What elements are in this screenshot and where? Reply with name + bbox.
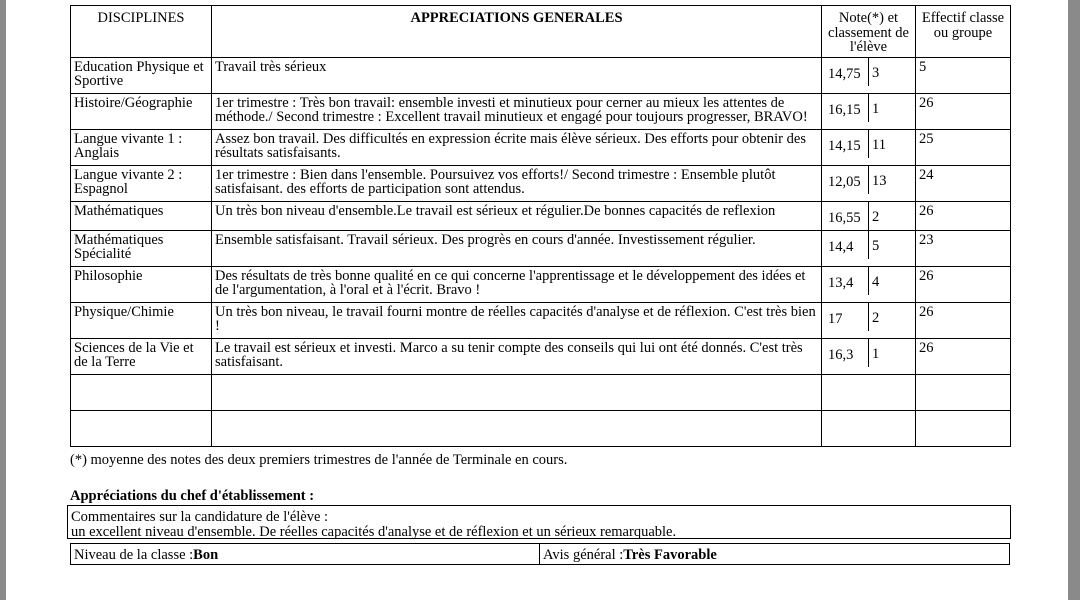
appreciation-cell: Assez bon travail. Des difficultés en expression écrite mais élève sérieux. Des efforts pour obtenir des résultats satisfaisants. bbox=[212, 129, 822, 165]
note-value: 12,05 bbox=[828, 173, 861, 190]
appreciation-cell: Travail très sérieux bbox=[212, 57, 822, 93]
discipline-cell: Mathématiques bbox=[71, 201, 212, 230]
effectif-cell: 26 bbox=[916, 338, 1011, 374]
note-value: 14,4 bbox=[828, 238, 854, 255]
niveau-cell bbox=[71, 544, 540, 564]
header-effectif: Effectif classe ou groupe bbox=[916, 6, 1011, 58]
table-row bbox=[71, 201, 1011, 230]
empty-cell bbox=[822, 410, 916, 446]
empty-cell bbox=[822, 374, 916, 410]
note-cell bbox=[822, 266, 916, 302]
appreciation-cell: Ensemble satisfaisant. Travail sérieux. Des progrès en cours d'année. Investissement régulier. bbox=[212, 230, 822, 266]
comment-text: un excellent niveau d'ensemble. De réelles capacités d'analyse et de réflexion et un sérieux remarquable. bbox=[71, 524, 677, 540]
rank-value: 3 bbox=[868, 58, 879, 86]
rank-value: 2 bbox=[868, 202, 879, 230]
note-cell bbox=[822, 57, 916, 93]
empty-cell bbox=[212, 374, 822, 410]
table-row bbox=[71, 338, 1011, 374]
document-page bbox=[6, 0, 1068, 600]
rank-value: 13 bbox=[868, 166, 887, 194]
appreciation-cell: Un très bon niveau d'ensemble.Le travail est sérieux et régulier.De bonnes capacités de reflexion bbox=[212, 201, 822, 230]
discipline-cell: Physique/Chimie bbox=[71, 302, 212, 338]
empty-cell bbox=[916, 374, 1011, 410]
table-row bbox=[71, 93, 1011, 129]
grades-body bbox=[71, 57, 1011, 446]
note-cell bbox=[822, 165, 916, 201]
note-cell bbox=[822, 338, 916, 374]
discipline-cell: Langue vivante 1 : Anglais bbox=[71, 129, 212, 165]
chef-title: Appréciations du chef d'établissement : bbox=[70, 488, 315, 504]
rank-value: 1 bbox=[868, 339, 879, 367]
empty-cell bbox=[916, 410, 1011, 446]
effectif-cell: 23 bbox=[916, 230, 1011, 266]
table-row bbox=[71, 165, 1011, 201]
note-cell bbox=[822, 93, 916, 129]
effectif-cell: 26 bbox=[916, 266, 1011, 302]
note-value: 14,15 bbox=[828, 137, 861, 154]
comment-label: Commentaires sur la candidature de l'élève : bbox=[71, 509, 329, 525]
grades-table bbox=[70, 5, 1011, 447]
table-row bbox=[71, 302, 1011, 338]
niveau-label: Niveau de la classe : bbox=[74, 547, 194, 563]
header-appreciations: APPRECIATIONS GENERALES bbox=[212, 6, 822, 58]
note-value: 14,75 bbox=[828, 65, 861, 82]
appreciation-cell: 1er trimestre : Bien dans l'ensemble. Poursuivez vos efforts!/ Second trimestre : Ensemble plutôt satisfaisant. des efforts de participation sont attendus. bbox=[212, 165, 822, 201]
chef-summary-row bbox=[70, 543, 1010, 565]
discipline-cell: Histoire/Géographie bbox=[71, 93, 212, 129]
empty-row bbox=[71, 410, 1011, 446]
note-value: 13,4 bbox=[828, 274, 854, 291]
effectif-cell: 5 bbox=[916, 57, 1011, 93]
discipline-cell: Langue vivante 2 : Espagnol bbox=[71, 165, 212, 201]
rank-value: 1 bbox=[868, 94, 879, 122]
table-row bbox=[71, 266, 1011, 302]
note-cell bbox=[822, 129, 916, 165]
table-row bbox=[71, 129, 1011, 165]
header-note: Note(*) et classement de l'élève bbox=[822, 6, 916, 58]
discipline-cell: Philosophie bbox=[71, 266, 212, 302]
effectif-cell: 24 bbox=[916, 165, 1011, 201]
chef-comment-box bbox=[67, 505, 1011, 539]
table-row bbox=[71, 57, 1011, 93]
note-value: 16,55 bbox=[828, 209, 861, 226]
header-disciplines: DISCIPLINES bbox=[71, 6, 212, 58]
rank-value: 11 bbox=[868, 130, 886, 158]
empty-cell bbox=[212, 410, 822, 446]
note-cell bbox=[822, 302, 916, 338]
note-value: 17 bbox=[828, 310, 843, 327]
avis-cell bbox=[540, 544, 1009, 564]
note-value: 16,15 bbox=[828, 101, 861, 118]
empty-row bbox=[71, 374, 1011, 410]
effectif-cell: 25 bbox=[916, 129, 1011, 165]
discipline-cell: Sciences de la Vie et de la Terre bbox=[71, 338, 212, 374]
effectif-cell: 26 bbox=[916, 302, 1011, 338]
empty-cell bbox=[71, 410, 212, 446]
appreciation-cell: 1er trimestre : Très bon travail: ensemble investi et minutieux pour cerner au mieux les attentes de méthode./ Second trimestre : Excellent travail minutieux et engagé pour toujours progresser, BRAVO! bbox=[212, 93, 822, 129]
footnote: (*) moyenne des notes des deux premiers trimestres de l'année de Terminale en cours. bbox=[70, 452, 568, 468]
avis-label: Avis général : bbox=[543, 547, 624, 563]
appreciation-cell: Des résultats de très bonne qualité en ce qui concerne l'apprentissage et le développement des idées et de l'argumentation, à l'oral et à l'écrit. Bravo ! bbox=[212, 266, 822, 302]
appreciation-cell: Un très bon niveau, le travail fourni montre de réelles capacités d'analyse et de réflexion. C'est très bien ! bbox=[212, 302, 822, 338]
rank-value: 5 bbox=[868, 231, 879, 259]
note-value: 16,3 bbox=[828, 346, 854, 363]
appreciation-cell: Le travail est sérieux et investi. Marco a su tenir compte des conseils qui lui ont été donnés. C'est très satisfaisant. bbox=[212, 338, 822, 374]
effectif-cell: 26 bbox=[916, 201, 1011, 230]
rank-value: 2 bbox=[868, 303, 879, 331]
discipline-cell: Education Physique et Sportive bbox=[71, 57, 212, 93]
rank-value: 4 bbox=[868, 267, 879, 295]
effectif-cell: 26 bbox=[916, 93, 1011, 129]
discipline-cell: Mathématiques Spécialité bbox=[71, 230, 212, 266]
avis-value: Très Favorable bbox=[623, 547, 717, 563]
empty-cell bbox=[71, 374, 212, 410]
table-row bbox=[71, 230, 1011, 266]
note-cell bbox=[822, 201, 916, 230]
niveau-value: Bon bbox=[193, 547, 219, 563]
note-cell bbox=[822, 230, 916, 266]
